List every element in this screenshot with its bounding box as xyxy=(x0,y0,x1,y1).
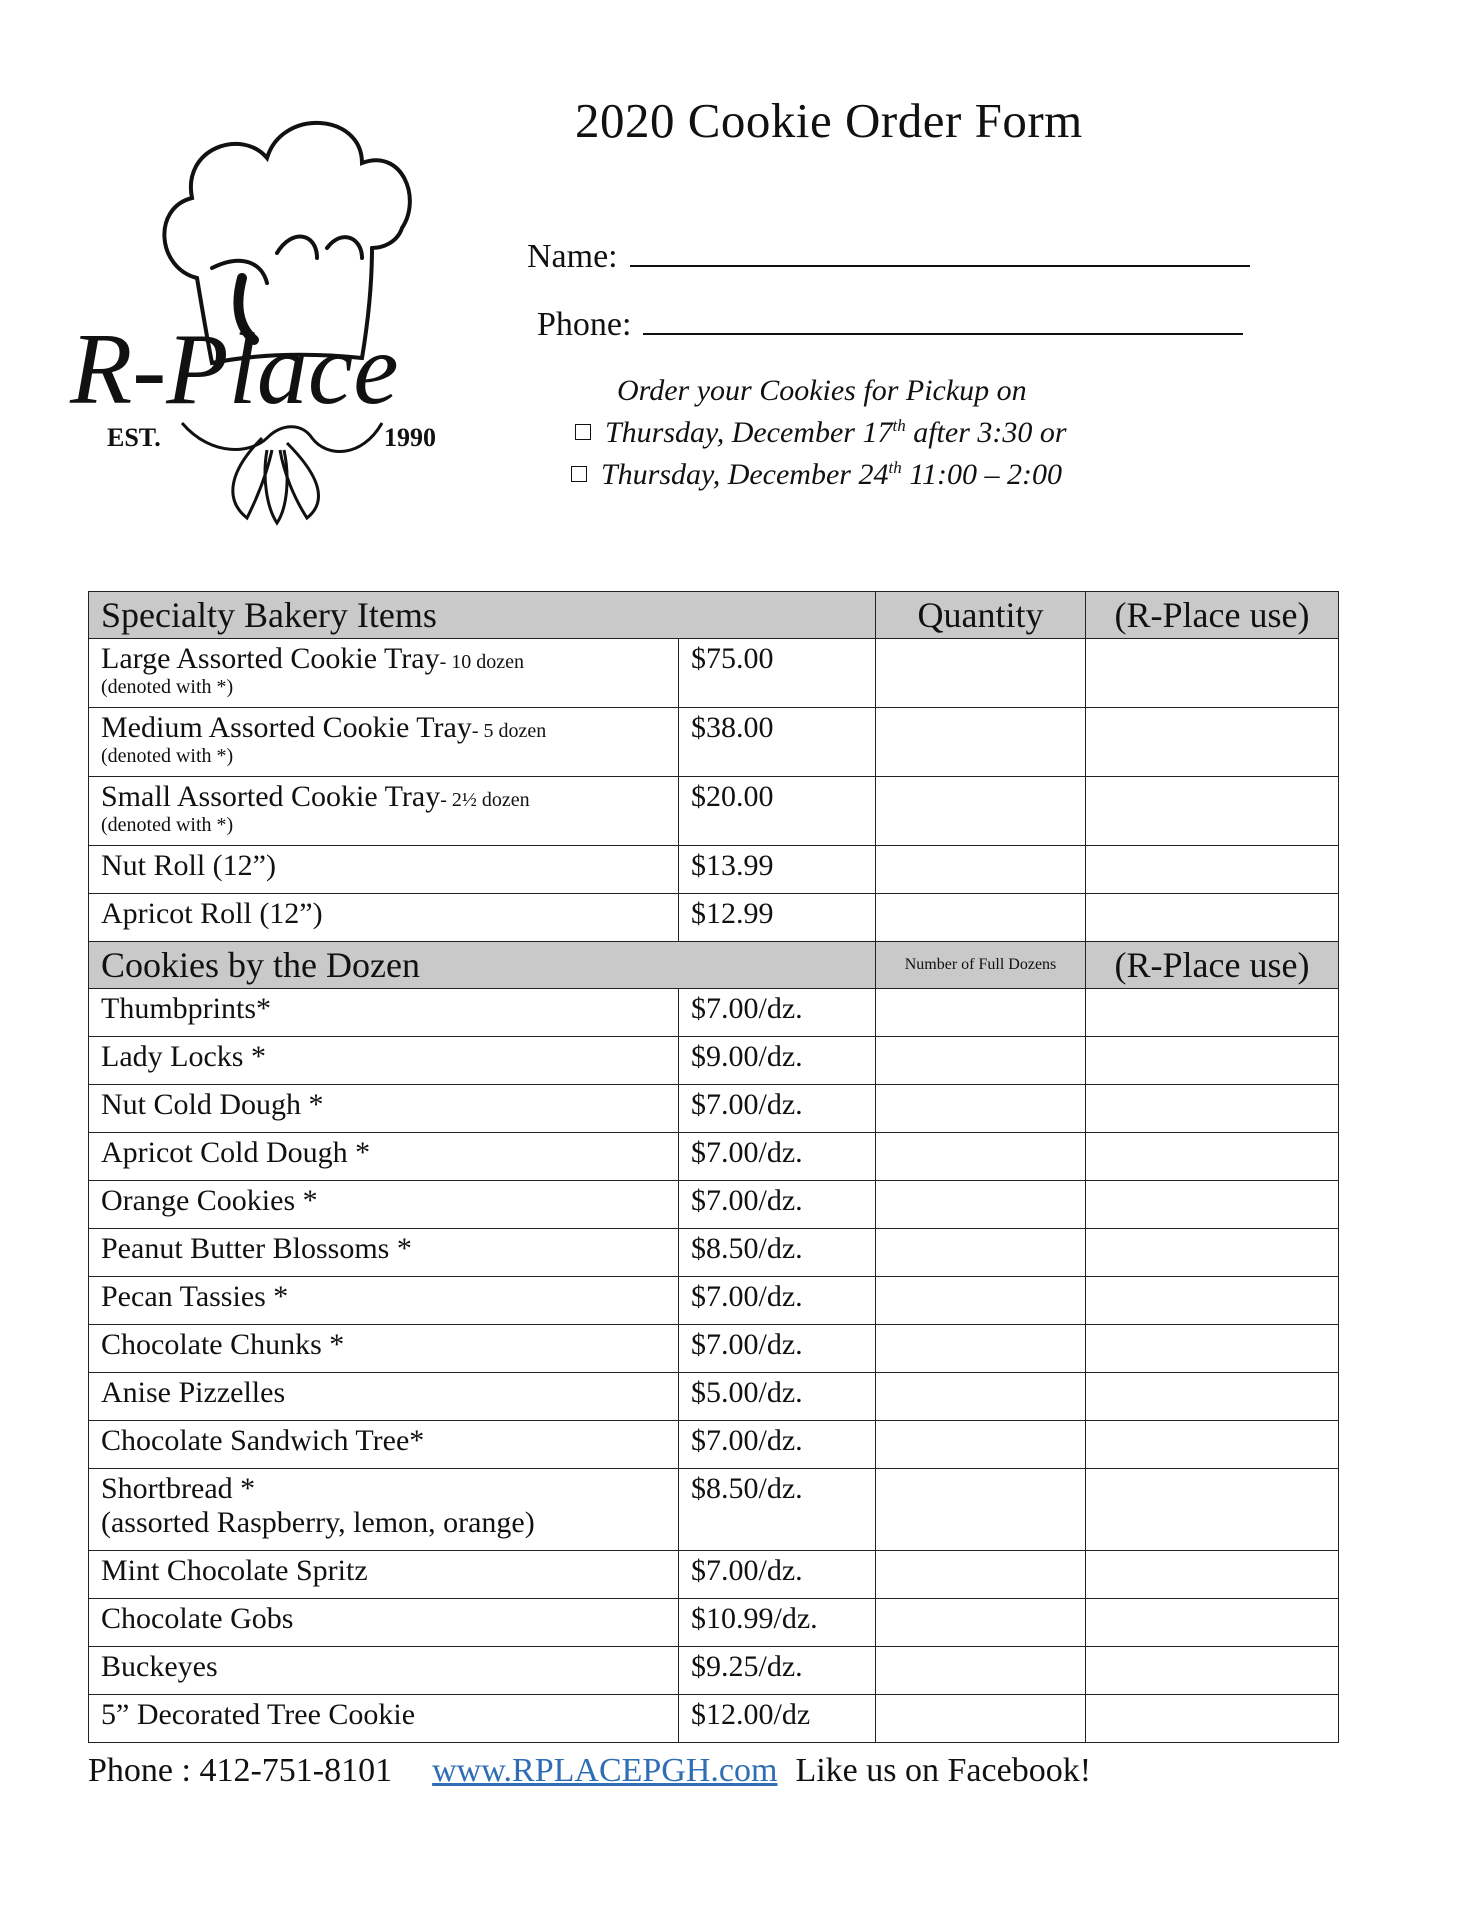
cookies-item-row xyxy=(89,1085,1339,1133)
item-name: Buckeyes xyxy=(101,1650,218,1683)
name-label: Name: xyxy=(527,238,618,275)
item-name-cell xyxy=(89,1551,679,1599)
item-price: $7.00/dz. xyxy=(679,1551,876,1599)
logo-brand-text: R-Place xyxy=(70,313,399,426)
item-name-cell xyxy=(89,1229,679,1277)
specialty-heading: Specialty Bakery Items xyxy=(89,592,876,639)
website-link[interactable]: www.RPLACEPGH.com xyxy=(432,1752,778,1789)
item-name-cell xyxy=(89,1085,679,1133)
item-price: $10.99/dz. xyxy=(679,1599,876,1647)
item-note: (denoted with *) xyxy=(101,676,234,698)
pickup-option-dec17[interactable]: Thursday, December 17th after 3:30 or xyxy=(575,416,1067,450)
cookies-item-row xyxy=(89,1421,1339,1469)
item-price: $8.50/dz. xyxy=(679,1469,876,1551)
cookies-item-row xyxy=(89,989,1339,1037)
item-price: $7.00/dz. xyxy=(679,1277,876,1325)
quantity-input-cell[interactable] xyxy=(876,1421,1086,1469)
cookies-item-row xyxy=(89,1037,1339,1085)
specialty-header-row xyxy=(89,592,1339,639)
quantity-input-cell[interactable] xyxy=(876,1325,1086,1373)
item-name-cell xyxy=(89,1695,679,1743)
quantity-input-cell[interactable] xyxy=(876,708,1086,777)
rplace-use-cell xyxy=(1086,1277,1339,1325)
cookies-item-row xyxy=(89,1325,1339,1373)
quantity-input-cell[interactable] xyxy=(876,1085,1086,1133)
item-price: $7.00/dz. xyxy=(679,1325,876,1373)
item-price: $75.00 xyxy=(679,639,876,708)
rplace-use-cell xyxy=(1086,1373,1339,1421)
item-price: $8.50/dz. xyxy=(679,1229,876,1277)
item-name-cell xyxy=(89,708,679,777)
item-name: Pecan Tassies * xyxy=(101,1280,289,1313)
item-name: Apricot Cold Dough * xyxy=(101,1136,371,1169)
item-name-cell xyxy=(89,894,679,942)
rplace-use-cell xyxy=(1086,1037,1339,1085)
rplace-use-cell xyxy=(1086,989,1339,1037)
specialty-item-row xyxy=(89,639,1339,708)
item-name: Orange Cookies * xyxy=(101,1184,318,1217)
cookies-item-row xyxy=(89,1551,1339,1599)
item-name-cell xyxy=(89,1037,679,1085)
item-name: Chocolate Sandwich Tree* xyxy=(101,1424,425,1457)
phone-field[interactable] xyxy=(537,306,1243,344)
rplace-use-cell xyxy=(1086,777,1339,846)
footer xyxy=(88,1752,1091,1790)
quantity-input-cell[interactable] xyxy=(876,777,1086,846)
item-name: Peanut Butter Blossoms * xyxy=(101,1232,412,1265)
cookies-item-row xyxy=(89,1277,1339,1325)
quantity-input-cell[interactable] xyxy=(876,1229,1086,1277)
item-name-cell xyxy=(89,1421,679,1469)
pickup-option-dec24[interactable]: Thursday, December 24th 11:00 – 2:00 xyxy=(571,458,1062,492)
rplace-use-cell xyxy=(1086,1085,1339,1133)
item-name-cell xyxy=(89,1277,679,1325)
cookies-item-row xyxy=(89,1695,1339,1743)
item-price: $13.99 xyxy=(679,846,876,894)
phone-line[interactable] xyxy=(643,332,1243,335)
item-price: $7.00/dz. xyxy=(679,1181,876,1229)
order-table xyxy=(88,591,1339,1743)
rplace-use-cell xyxy=(1086,708,1339,777)
checkbox-dec24[interactable] xyxy=(571,466,587,482)
rplace-use-cell xyxy=(1086,1421,1339,1469)
item-name: Chocolate Chunks * xyxy=(101,1328,345,1361)
quantity-input-cell[interactable] xyxy=(876,1469,1086,1551)
rplace-use-cell xyxy=(1086,1133,1339,1181)
item-name: Thumbprints* xyxy=(101,992,271,1025)
item-name: Nut Cold Dough * xyxy=(101,1088,324,1121)
quantity-input-cell[interactable] xyxy=(876,1133,1086,1181)
specialty-item-row xyxy=(89,846,1339,894)
item-name-cell xyxy=(89,777,679,846)
specialty-item-row xyxy=(89,708,1339,777)
item-name-cell xyxy=(89,1469,679,1551)
quantity-input-cell[interactable] xyxy=(876,1277,1086,1325)
item-size: - 2½ dozen xyxy=(440,789,530,811)
item-name: Chocolate Gobs xyxy=(101,1602,294,1635)
facebook-text: Like us on Facebook! xyxy=(795,1752,1092,1789)
quantity-input-cell[interactable] xyxy=(876,1181,1086,1229)
item-price: $5.00/dz. xyxy=(679,1373,876,1421)
cookies-item-row xyxy=(89,1229,1339,1277)
item-name: 5” Decorated Tree Cookie xyxy=(101,1698,416,1731)
quantity-input-cell[interactable] xyxy=(876,1599,1086,1647)
specialty-item-row xyxy=(89,894,1339,942)
cookies-item-row xyxy=(89,1181,1339,1229)
item-size: - 10 dozen xyxy=(439,651,525,673)
specialty-item-row xyxy=(89,777,1339,846)
item-price: $7.00/dz. xyxy=(679,989,876,1037)
item-name: Anise Pizzelles xyxy=(101,1376,286,1409)
rplace-use-cell xyxy=(1086,846,1339,894)
item-note: (denoted with *) xyxy=(101,814,234,836)
phone-label: Phone: xyxy=(537,306,632,343)
pickup-heading: Order your Cookies for Pickup on xyxy=(617,374,1027,407)
item-price: $7.00/dz. xyxy=(679,1133,876,1181)
name-line[interactable] xyxy=(630,264,1250,267)
specialty-quantity-label: Quantity xyxy=(876,592,1086,639)
item-name-cell xyxy=(89,1599,679,1647)
item-name-cell xyxy=(89,846,679,894)
cookies-item-row xyxy=(89,1373,1339,1421)
item-name-cell xyxy=(89,1133,679,1181)
cookies-heading: Cookies by the Dozen xyxy=(89,942,876,989)
quantity-input-cell[interactable] xyxy=(876,989,1086,1037)
specialty-rplace-label: (R-Place use) xyxy=(1086,592,1339,639)
cookies-item-row xyxy=(89,1599,1339,1647)
cookies-quantity-label: Number of Full Dozens xyxy=(876,942,1086,989)
quantity-input-cell[interactable] xyxy=(876,1647,1086,1695)
item-name: Apricot Roll (12”) xyxy=(101,897,323,930)
item-name-cell xyxy=(89,989,679,1037)
cookies-item-row xyxy=(89,1469,1339,1551)
rplace-use-cell xyxy=(1086,1325,1339,1373)
item-price: $7.00/dz. xyxy=(679,1421,876,1469)
item-price: $38.00 xyxy=(679,708,876,777)
item-name: Small Assorted Cookie Tray xyxy=(101,780,441,813)
cookies-rplace-label: (R-Place use) xyxy=(1086,942,1339,989)
item-price: $12.00/dz xyxy=(679,1695,876,1743)
footer-phone: Phone : 412-751-8101 xyxy=(88,1752,393,1789)
rplace-use-cell xyxy=(1086,639,1339,708)
item-name: Mint Chocolate Spritz xyxy=(101,1554,368,1587)
quantity-input-cell[interactable] xyxy=(876,846,1086,894)
item-name: Lady Locks * xyxy=(101,1040,266,1073)
rplace-use-cell xyxy=(1086,1695,1339,1743)
item-size: - 5 dozen xyxy=(471,720,547,742)
item-price: $20.00 xyxy=(679,777,876,846)
rplace-use-cell xyxy=(1086,1469,1339,1551)
quantity-input-cell[interactable] xyxy=(876,639,1086,708)
quantity-input-cell[interactable] xyxy=(876,1695,1086,1743)
logo-year: 1990 xyxy=(384,423,436,452)
item-price: $12.99 xyxy=(679,894,876,942)
quantity-input-cell[interactable] xyxy=(876,1551,1086,1599)
rplace-use-cell xyxy=(1086,1551,1339,1599)
cookies-item-row xyxy=(89,1647,1339,1695)
item-name-cell xyxy=(89,1181,679,1229)
flourish-icon xyxy=(182,423,382,523)
quantity-input-cell[interactable] xyxy=(876,1037,1086,1085)
r-place-logo xyxy=(62,78,502,538)
quantity-input-cell[interactable] xyxy=(876,1373,1086,1421)
item-price: $9.25/dz. xyxy=(679,1647,876,1695)
item-name: Shortbread * xyxy=(101,1472,256,1505)
checkbox-dec17[interactable] xyxy=(575,424,591,440)
quantity-input-cell[interactable] xyxy=(876,894,1086,942)
cookies-item-row xyxy=(89,1133,1339,1181)
rplace-use-cell xyxy=(1086,894,1339,942)
item-name: Large Assorted Cookie Tray xyxy=(101,642,440,675)
rplace-use-cell xyxy=(1086,1599,1339,1647)
page-title: 2020 Cookie Order Form xyxy=(575,93,1083,148)
rplace-use-cell xyxy=(1086,1647,1339,1695)
item-name-cell xyxy=(89,1373,679,1421)
item-price: $9.00/dz. xyxy=(679,1037,876,1085)
item-name: Medium Assorted Cookie Tray xyxy=(101,711,472,744)
name-field[interactable] xyxy=(527,238,1250,276)
cookies-header-row xyxy=(89,942,1339,989)
rplace-use-cell xyxy=(1086,1229,1339,1277)
item-name-cell xyxy=(89,1325,679,1373)
item-note: (assorted Raspberry, lemon, orange) xyxy=(101,1506,535,1539)
item-name: Nut Roll (12”) xyxy=(101,849,276,882)
rplace-use-cell xyxy=(1086,1181,1339,1229)
item-note: (denoted with *) xyxy=(101,745,234,767)
item-price: $7.00/dz. xyxy=(679,1085,876,1133)
item-name-cell xyxy=(89,1647,679,1695)
logo-est-label: EST. xyxy=(107,423,161,452)
item-name-cell xyxy=(89,639,679,708)
